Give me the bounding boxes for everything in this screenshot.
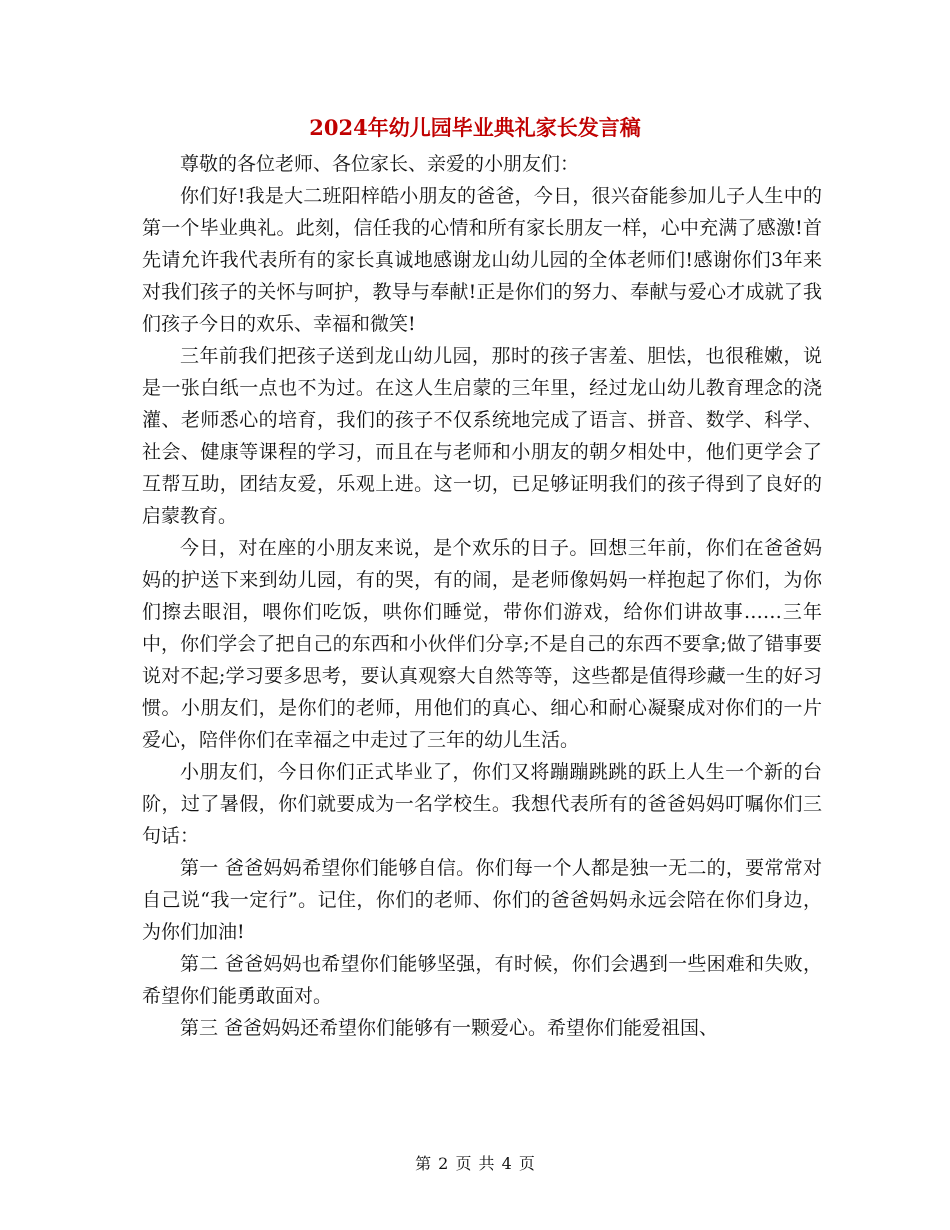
paragraph-today: 今日，对在座的小朋友来说，是个欢乐的日子。回想三年前，你们在爸爸妈妈的护送下来到幼儿园，有的哭，有的闹，是老师像妈妈一样抱起了你们，为你们擦去眼泪，喂你们吃饭，哄你们睡觉，带你们游戏，给你们讲故事……三年中，你们学会了把自己的东西和小伙伴们分享;不是自己的东西不要拿;做了错事要说对不起;学习要多思考，要认真观察大自然等等，这些都是值得珍藏一生的好习惯。小朋友们，是你们的老师，用他们的真心、细心和耐心凝聚成对你们的一片爱心，陪伴你们在幸福之中走过了三年的幼儿生活。 — [142, 537, 822, 751]
document-title: 2024年幼儿园毕业典礼家长发言稿 — [309, 115, 641, 140]
page-number-footer: 第 2 页 共 4 页 — [415, 1154, 535, 1173]
paragraph-second-wish: 第二 爸爸妈妈也希望你们能够坚强，有时候，你们会遇到一些困难和失败，希望你们能勇敢面对。 — [142, 953, 822, 1007]
paragraph-graduation: 小朋友们，今日你们正式毕业了，你们又将蹦蹦跳跳的跃上人生一个新的台阶，过了暑假，你们就要成为一名学校生。我想代表所有的爸爸妈妈叮嘱你们三句话： — [142, 761, 822, 847]
paragraph-salutation: 尊敬的各位老师、各位家长、亲爱的小朋友们： — [180, 153, 580, 175]
paragraph-first-wish: 第一 爸爸妈妈希望你们能够自信。你们每一个人都是独一无二的，要常常对自己说“我一定行”。记住，你们的老师、你们的爸爸妈妈永远会陪在你们身边，为你们加油! — [142, 857, 822, 943]
paragraph-greeting: 你们好!我是大二班阳梓皓小朋友的爸爸，今日，很兴奋能参加儿子人生中的第一个毕业典礼。此刻，信任我的心情和所有家长朋友一样，心中充满了感激!首先请允许我代表所有的家长真诚地感谢龙山幼儿园的全体老师们!感谢你们3年来对我们孩子的关怀与呵护，教导与奉献!正是你们的努力、奉献与爱心才成就了我们孩子今日的欢乐、幸福和微笑! — [142, 185, 822, 335]
paragraph-three-years-ago: 三年前我们把孩子送到龙山幼儿园，那时的孩子害羞、胆怯，也很稚嫩，说是一张白纸一点也不为过。在这人生启蒙的三年里，经过龙山幼儿教育理念的浇灌、老师悉心的培育，我们的孩子不仅系统地完成了语言、拼音、数学、科学、社会、健康等课程的学习，而且在与老师和小朋友的朝夕相处中，他们更学会了互帮互助，团结友爱，乐观上进。这一切，已足够证明我们的孩子得到了良好的启蒙教育。 — [142, 345, 822, 527]
paragraph-third-wish: 第三 爸爸妈妈还希望你们能够有一颗爱心。希望你们能爱祖国、 — [180, 1017, 719, 1039]
document-body — [142, 148, 822, 1044]
